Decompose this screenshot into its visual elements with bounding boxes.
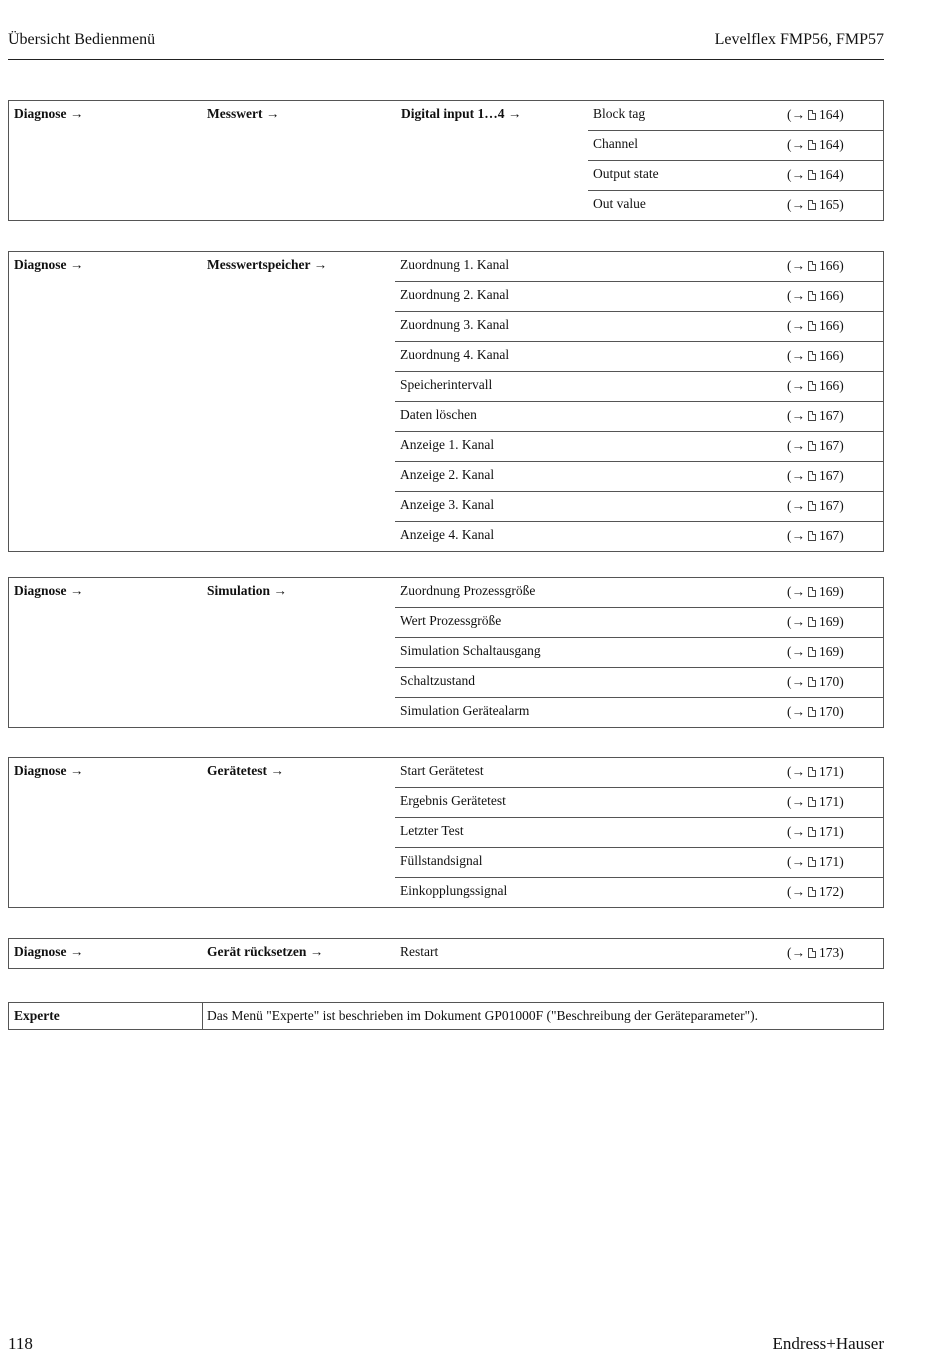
menu-item-row: [395, 787, 883, 817]
document-page-icon: [808, 200, 816, 210]
ref-prefix: (→: [787, 644, 805, 659]
ref-prefix: (→: [787, 197, 805, 212]
document-page-icon: [808, 381, 816, 391]
document-page-icon: [808, 291, 816, 301]
ref-prefix: (→: [787, 107, 805, 122]
menu-item-row: [395, 607, 883, 637]
menu-items: [395, 578, 883, 727]
ref-prefix: (→: [787, 614, 805, 629]
page-reference: [787, 528, 844, 544]
ref-suffix: ): [839, 318, 844, 333]
ref-suffix: ): [839, 614, 844, 629]
ref-prefix: (→: [787, 468, 805, 483]
document-page-icon: [808, 441, 816, 451]
document-page-icon: [808, 471, 816, 481]
menu-path-level-1: Diagnose →: [14, 583, 84, 598]
expert-key-cell: [9, 1003, 203, 1029]
menu-item-row: [395, 637, 883, 667]
ref-prefix: (→: [787, 348, 805, 363]
ref-suffix: ): [839, 438, 844, 453]
menu-path-level-2: Simulation →: [207, 583, 287, 598]
document-page-icon: [808, 707, 816, 717]
menu-items: [395, 252, 883, 551]
menu-item-label: Simulation Schaltausgang: [400, 643, 541, 658]
ref-page-number: 166: [819, 378, 840, 393]
ref-page-number: 170: [819, 674, 840, 689]
document-page-icon: [808, 261, 816, 271]
menu-block: [8, 577, 884, 728]
ref-prefix: (→: [787, 167, 805, 182]
ref-page-number: 164: [819, 107, 840, 122]
document-page-icon: [808, 677, 816, 687]
ref-prefix: (→: [787, 528, 805, 543]
ref-prefix: (→: [787, 884, 805, 899]
page-reference: [787, 884, 844, 900]
expert-row: [8, 1002, 884, 1030]
menu-item-label: Einkopplungssignal: [400, 883, 508, 898]
ref-suffix: ): [839, 674, 844, 689]
page-header: [8, 31, 884, 60]
menu-item-row: [588, 130, 883, 160]
ref-prefix: (→: [787, 408, 805, 423]
menu-item-label: Zuordnung 4. Kanal: [400, 347, 510, 362]
menu-item-label: Füllstandsignal: [400, 853, 483, 868]
menu-item-row: [395, 491, 883, 521]
ref-page-number: 167: [819, 468, 840, 483]
ref-prefix: (→: [787, 137, 805, 152]
menu-item-label: Letzter Test: [400, 823, 464, 838]
page-number: 118: [8, 1334, 33, 1353]
menu-path-level-1: Diagnose →: [14, 106, 84, 121]
menu-item-row: [588, 190, 883, 220]
ref-page-number: 166: [819, 258, 840, 273]
menu-block: [8, 757, 884, 908]
ref-suffix: ): [839, 764, 844, 779]
page-reference: [787, 704, 844, 720]
ref-suffix: ): [839, 408, 844, 423]
ref-page-number: 166: [819, 288, 840, 303]
menu-item-label: Wert Prozessgröße: [400, 613, 502, 628]
document-page-icon: [808, 321, 816, 331]
ref-prefix: (→: [787, 764, 805, 779]
page-reference: [787, 824, 844, 840]
ref-prefix: (→: [787, 288, 805, 303]
page-reference: [787, 674, 844, 690]
menu-block: [8, 938, 884, 969]
menu-path-level-2: Gerätetest →: [207, 763, 284, 778]
menu-path-level-2: Gerät rücksetzen →: [207, 944, 324, 959]
menu-item-row: [395, 311, 883, 341]
ref-suffix: ): [839, 468, 844, 483]
menu-item-row: [395, 817, 883, 847]
menu-item-row: [588, 160, 883, 190]
document-page-icon: [808, 351, 816, 361]
menu-item-label: Anzeige 1. Kanal: [400, 437, 495, 452]
document-page-icon: [808, 797, 816, 807]
page-reference: [787, 614, 844, 630]
menu-items: [395, 758, 883, 907]
menu-item-label: Start Gerätetest: [400, 763, 484, 778]
ref-suffix: ): [839, 824, 844, 839]
document-page-icon: [808, 948, 816, 958]
document-page-icon: [808, 531, 816, 541]
menu-item-row: [395, 667, 883, 697]
ref-prefix: (→: [787, 854, 805, 869]
ref-suffix: ): [839, 584, 844, 599]
menu-item-label: Zuordnung 1. Kanal: [400, 257, 510, 272]
header-section-title: Übersicht Bedienmenü: [8, 31, 156, 48]
ref-suffix: ): [839, 498, 844, 513]
menu-item-label: Simulation Gerätealarm: [400, 703, 530, 718]
footer-brand: Endress+Hauser: [772, 1334, 884, 1353]
ref-page-number: 171: [819, 794, 840, 809]
ref-prefix: (→: [787, 318, 805, 333]
document-page-icon: [808, 617, 816, 627]
ref-suffix: ): [839, 167, 844, 182]
ref-suffix: ): [839, 644, 844, 659]
ref-page-number: 164: [819, 137, 840, 152]
ref-suffix: ): [839, 794, 844, 809]
page-reference: [787, 468, 844, 484]
ref-page-number: 167: [819, 528, 840, 543]
menu-item-label: Speicherintervall: [400, 377, 493, 392]
page-reference: [787, 498, 844, 514]
ref-page-number: 173: [819, 945, 840, 960]
ref-page-number: 164: [819, 167, 840, 182]
ref-page-number: 172: [819, 884, 840, 899]
menu-item-label: Zuordnung 2. Kanal: [400, 287, 510, 302]
ref-page-number: 167: [819, 438, 840, 453]
document-page-icon: [808, 110, 816, 120]
ref-suffix: ): [839, 348, 844, 363]
menu-item-row: [395, 939, 883, 968]
page-reference: [787, 794, 844, 810]
menu-path-level-1: Diagnose →: [14, 257, 84, 272]
menu-item-row: [395, 431, 883, 461]
menu-item-row: [395, 877, 883, 907]
ref-page-number: 169: [819, 644, 840, 659]
ref-suffix: ): [839, 107, 844, 122]
header-product-name: Levelflex FMP56, FMP57: [714, 31, 884, 48]
menu-path-level-1: Diagnose →: [14, 944, 84, 959]
menu-path-level-2: Messwert →: [207, 106, 280, 121]
menu-item-row: [588, 101, 883, 130]
ref-page-number: 171: [819, 854, 840, 869]
document-page-icon: [808, 140, 816, 150]
menu-item-row: [395, 281, 883, 311]
page-reference: [787, 137, 844, 153]
menu-item-row: [395, 341, 883, 371]
page-reference: [787, 348, 844, 364]
menu-item-label: Anzeige 2. Kanal: [400, 467, 495, 482]
page-reference: [787, 584, 844, 600]
menu-item-row: [395, 758, 883, 787]
page-reference: [787, 764, 844, 780]
ref-page-number: 171: [819, 764, 840, 779]
menu-item-label: Ergebnis Gerätetest: [400, 793, 506, 808]
ref-suffix: ): [839, 884, 844, 899]
ref-page-number: 169: [819, 584, 840, 599]
menu-block: [8, 251, 884, 552]
menu-item-label: Channel: [593, 136, 638, 151]
menu-item-row: [395, 461, 883, 491]
page-reference: [787, 288, 844, 304]
ref-suffix: ): [839, 378, 844, 393]
menu-items: [588, 101, 883, 220]
ref-suffix: ): [839, 704, 844, 719]
menu-item-row: [395, 401, 883, 431]
menu-item-label: Zuordnung 3. Kanal: [400, 317, 510, 332]
menu-item-label: Restart: [400, 944, 439, 959]
menu-item-label: Out value: [593, 196, 646, 211]
menu-item-row: [395, 521, 883, 551]
page-reference: [787, 378, 844, 394]
document-page-icon: [808, 501, 816, 511]
menu-item-row: [395, 252, 883, 281]
ref-prefix: (→: [787, 498, 805, 513]
page-reference: [787, 107, 844, 123]
ref-suffix: ): [839, 528, 844, 543]
ref-page-number: 167: [819, 498, 840, 513]
menu-item-label: Anzeige 3. Kanal: [400, 497, 495, 512]
ref-page-number: 166: [819, 348, 840, 363]
page-reference: [787, 644, 844, 660]
menu-path-level-3: Digital input 1…4 →: [401, 106, 522, 121]
ref-prefix: (→: [787, 794, 805, 809]
ref-page-number: 167: [819, 408, 840, 423]
page-reference: [787, 318, 844, 334]
page-reference: [787, 258, 844, 274]
ref-prefix: (→: [787, 704, 805, 719]
menu-block: [8, 100, 884, 221]
page-reference: [787, 945, 844, 961]
menu-item-row: [395, 578, 883, 607]
ref-suffix: ): [839, 137, 844, 152]
ref-page-number: 170: [819, 704, 840, 719]
document-page-icon: [808, 411, 816, 421]
ref-prefix: (→: [787, 258, 805, 273]
document-page-icon: [808, 857, 816, 867]
expert-description: Das Menü "Experte" ist beschrieben im Dokument GP01000F ("Beschreibung der Geräteparameter").: [207, 1008, 759, 1023]
ref-page-number: 166: [819, 318, 840, 333]
document-page-icon: [808, 827, 816, 837]
ref-prefix: (→: [787, 584, 805, 599]
menu-path-level-2: Messwertspeicher →: [207, 257, 328, 272]
ref-prefix: (→: [787, 824, 805, 839]
ref-suffix: ): [839, 197, 844, 212]
expert-key: Experte: [14, 1008, 60, 1023]
document-page-icon: [808, 887, 816, 897]
menu-item-row: [395, 371, 883, 401]
document-page-icon: [808, 587, 816, 597]
menu-path-level-1: Diagnose →: [14, 763, 84, 778]
menu-item-row: [395, 697, 883, 727]
menu-item-label: Schaltzustand: [400, 673, 475, 688]
document-page-icon: [808, 170, 816, 180]
page-reference: [787, 408, 844, 424]
page-reference: [787, 167, 844, 183]
ref-page-number: 171: [819, 824, 840, 839]
menu-item-label: Zuordnung Prozessgröße: [400, 583, 536, 598]
ref-suffix: ): [839, 288, 844, 303]
page-reference: [787, 438, 844, 454]
ref-prefix: (→: [787, 438, 805, 453]
menu-item-label: Anzeige 4. Kanal: [400, 527, 495, 542]
ref-prefix: (→: [787, 674, 805, 689]
document-page-icon: [808, 647, 816, 657]
menu-item-label: Output state: [593, 166, 659, 181]
ref-suffix: ): [839, 258, 844, 273]
ref-prefix: (→: [787, 378, 805, 393]
ref-page-number: 169: [819, 614, 840, 629]
ref-suffix: ): [839, 854, 844, 869]
ref-prefix: (→: [787, 945, 805, 960]
ref-page-number: 165: [819, 197, 840, 212]
menu-item-row: [395, 847, 883, 877]
document-page-icon: [808, 767, 816, 777]
menu-item-label: Block tag: [593, 106, 646, 121]
menu-item-label: Daten löschen: [400, 407, 477, 422]
ref-suffix: ): [839, 945, 844, 960]
page-reference: [787, 197, 844, 213]
page-reference: [787, 854, 844, 870]
menu-items: [395, 939, 883, 968]
